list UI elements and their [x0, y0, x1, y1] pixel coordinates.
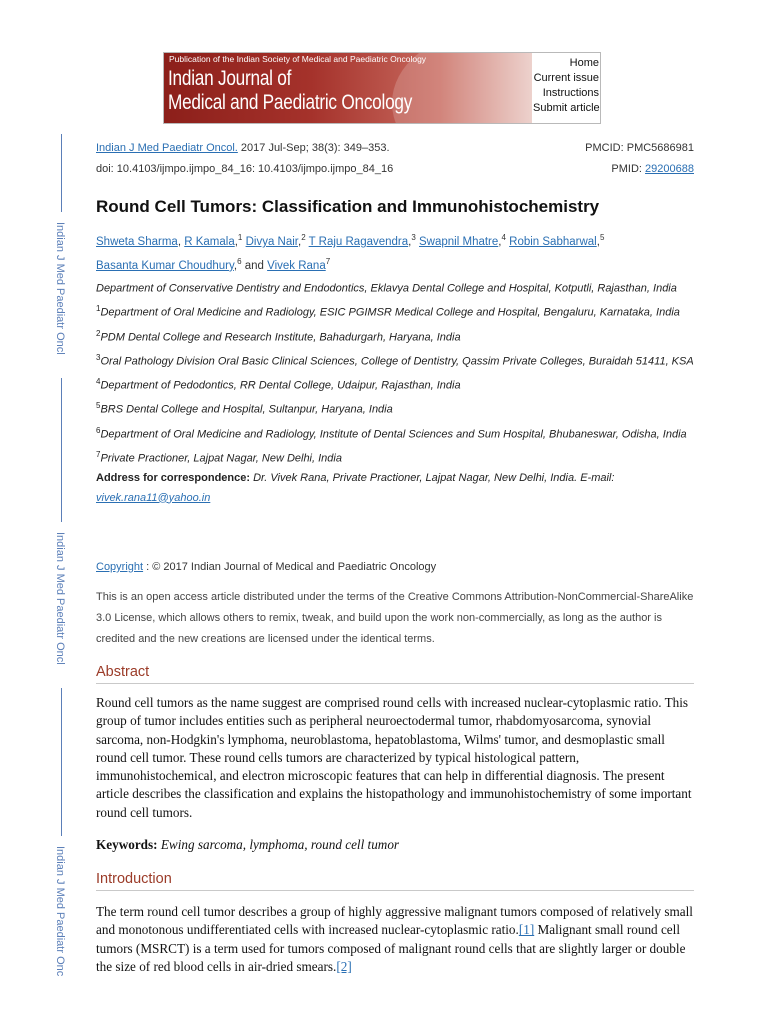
nav-instructions-link[interactable]: Instructions — [542, 87, 599, 99]
rail-label: Indian J Med Paediatr Oncl — [54, 222, 66, 355]
affiliation-sup: 1 — [96, 304, 101, 314]
introduction-heading: Introduction — [96, 871, 694, 891]
affiliation-sup: 5 — [96, 401, 101, 411]
doi: doi: 10.4103/ijmpo.ijmpo_84_16: 10.4103/ijmpo.ijmpo_84_16 — [96, 163, 394, 175]
author-affiliation-sup: 7 — [325, 256, 331, 266]
pmid-link[interactable]: 29200688 — [645, 163, 694, 175]
author-separator: , — [498, 235, 502, 248]
affiliation-text: Department of Pedodontics, RR Dental College, Udaipur, Rajasthan, India — [100, 379, 461, 392]
rail-label: Indian J Med Paediatr Oncl — [54, 532, 66, 665]
abstract-text: Round cell tumors as the name suggest are comprised round cells with increased nuclear-cytoplasmic ratio. This group of tumor includes entities such as peripheral neuroectodermal tumor, rhabdomyosarcoma, synovial sarcoma, non-Hodgkin's lymphoma, neuroblastoma, hepatoblastoma, Wilms' tumor, and desmoplastic small round cell tumor. These round cells tumors are characterized by typical histological pattern, immunohistochemical, and electron microscopic features that can help in differential diagnosis. The present article describes the classification and explains the histopathology and immunohistochemistry of some important round cell tumors. — [96, 695, 692, 820]
journal-rail — [52, 130, 72, 1030]
affiliation-text: Department of Conservative Dentistry and Endodontics, Eklavya Dental College and Hospital, Kotputli, Rajasthan, India — [96, 282, 677, 295]
affiliation-item — [96, 372, 696, 396]
affiliation-item — [96, 421, 696, 445]
affiliation-text: Oral Pathology Division Oral Basic Clinical Sciences, College of Dentistry, Qassim Private Colleges, Buraidah 51411, KSA — [100, 355, 694, 368]
abstract-heading: Abstract — [96, 664, 694, 684]
citation-text: 2017 Jul-Sep; 38(3): 349–353. — [237, 142, 390, 154]
copyright-link[interactable]: Copyright — [96, 561, 144, 573]
affiliation-sup: 4 — [96, 377, 101, 386]
affiliation-item — [96, 396, 696, 420]
introduction-text — [96, 903, 696, 976]
pmid-label: PMID: — [611, 163, 646, 175]
author-separator: , — [596, 235, 600, 248]
author-link[interactable]: Divya Nair — [245, 235, 298, 248]
affiliation-text: Department of Oral Medicine and Radiology, ESIC PGIMSR Medical College and Hospital, Bengaluru, Karnataka, India — [100, 306, 680, 319]
rail-divider — [61, 688, 62, 836]
rail-label: Indian J Med Paediatr Onc — [54, 846, 66, 977]
affiliation-item — [96, 299, 696, 323]
journal-logo[interactable] — [164, 53, 532, 123]
banner-title-line1: Indian Journal of — [168, 67, 292, 90]
author-link[interactable]: Basanta Kumar Choudhury — [96, 259, 234, 272]
correspondence-label: Address for correspondence: — [96, 472, 251, 484]
author-separator: , — [233, 259, 238, 272]
intro-text-1: The term round cell tumor describes a group of highly aggressive malignant tumors composed of relatively small and monotonous undifferentiated cells with increased nuclear-cytoplasmic ratio. — [96, 904, 693, 938]
author-list — [96, 228, 696, 276]
nav-current-issue-link[interactable]: Current issue — [533, 72, 599, 84]
citation-line — [96, 138, 390, 159]
pmid-line — [611, 159, 694, 180]
affiliation-item — [96, 348, 696, 372]
author-link[interactable]: T Raju Ragavendra — [308, 235, 409, 248]
license-text: This is an open access article distributed under the terms of the Creative Commons Attribution-NonCommercial-ShareAlike 3.0 License, which allows others to remix, tweak, and build upon the work non-commercially, as long as the author is credited and the new creations are licensed under the identical terms. — [96, 591, 694, 645]
author-affiliation-sup: 6 — [237, 256, 242, 266]
citation-meta — [96, 138, 694, 180]
journal-banner — [163, 52, 601, 124]
affiliation-sup: 7 — [96, 449, 101, 459]
affiliation-sup: 2 — [96, 328, 101, 338]
journal-link[interactable]: Indian J Med Paediatr Oncol. — [96, 142, 238, 154]
correspondence-text: Dr. Vivek Rana, Private Practioner, Lajpat Nagar, New Delhi, India. E-mail: — [250, 472, 615, 484]
affiliation-text: PDM Dental College and Research Institute, Bahadurgarh, Haryana, India — [100, 331, 461, 344]
banner-title-line2: Medical and Paediatric Oncology — [168, 91, 413, 114]
rail-divider — [61, 378, 62, 522]
author-affiliation-sup: 5 — [599, 233, 605, 242]
nav-home-link[interactable]: Home — [569, 57, 599, 69]
banner-nav — [533, 56, 599, 116]
author-separator: , — [408, 235, 412, 248]
article-title: Round Cell Tumors: Classification and Immunohistochemistry — [96, 197, 600, 216]
rail-divider — [61, 134, 62, 212]
author-affiliation-sup: 1 — [237, 233, 243, 242]
affiliation-item — [96, 275, 696, 299]
banner-publication: Publication of the Indian Society of Medical and Paediatric Oncology — [169, 54, 427, 64]
nav-submit-article-link[interactable]: Submit article — [533, 102, 600, 114]
reference-link[interactable]: [1] — [518, 922, 535, 938]
copyright-text: : © 2017 Indian Journal of Medical and Paediatric Oncology — [143, 561, 437, 573]
author-link[interactable]: Swapnil Mhatre — [419, 235, 499, 248]
author-link[interactable]: Shweta Sharma — [96, 235, 178, 248]
author-separator: , — [297, 235, 302, 248]
author-separator: , — [234, 235, 238, 248]
affiliation-text: Private Practioner, Lajpat Nagar, New Delhi, India — [100, 452, 342, 465]
pmcid: PMCID: PMC5686981 — [585, 142, 694, 154]
author-link[interactable]: R Kamala — [184, 235, 235, 248]
affiliation-item — [96, 324, 696, 348]
keywords-label: Keywords: — [96, 837, 158, 852]
author-link[interactable]: Vivek Rana — [267, 259, 326, 272]
intro-text-2: Malignant small round cell tumors (MSRCT) is a term used for tumors composed of malignant round cells that are slightly larger or double the size of red blood cells in air-dried smears. — [96, 922, 686, 974]
email-link[interactable]: vivek.rana11@yahoo.in — [96, 491, 211, 504]
author-link[interactable]: Robin Sabharwal — [509, 235, 597, 248]
affiliation-sup: 6 — [96, 425, 101, 435]
affiliation-list — [96, 275, 696, 508]
correspondence — [96, 469, 696, 508]
author-affiliation-sup: 4 — [501, 233, 506, 242]
author-separator: and — [241, 259, 268, 272]
affiliation-item — [96, 445, 696, 469]
copyright-line — [96, 561, 696, 573]
keywords-text: Ewing sarcoma, lymphoma, round cell tumor — [160, 837, 400, 852]
author-separator: , — [177, 235, 185, 248]
keywords-line — [96, 836, 696, 854]
reference-link[interactable]: [2] — [336, 958, 352, 974]
affiliation-sup: 3 — [96, 352, 101, 362]
author-affiliation-sup: 3 — [411, 233, 416, 242]
affiliation-text: BRS Dental College and Hospital, Sultanpur, Haryana, India — [100, 403, 393, 416]
affiliation-text: Department of Oral Medicine and Radiology, Institute of Dental Sciences and Sum Hospital, Bhubaneswar, Odisha, India — [100, 428, 687, 441]
author-affiliation-sup: 2 — [301, 233, 306, 242]
